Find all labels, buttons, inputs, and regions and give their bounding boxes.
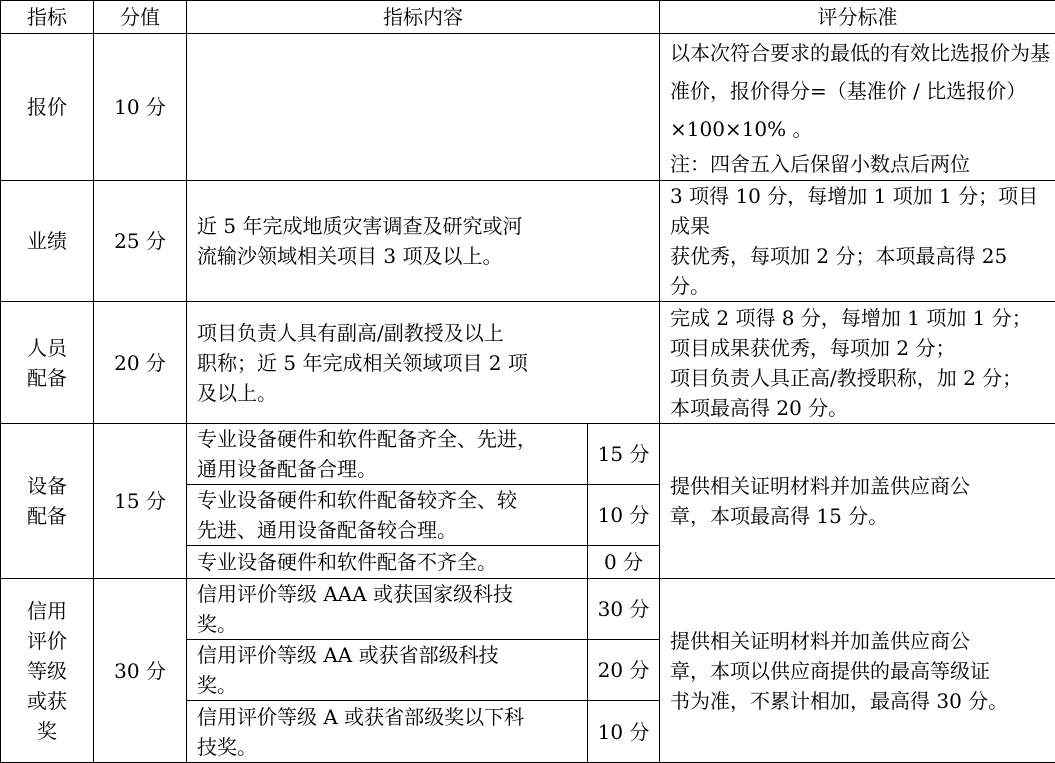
content-line: 通用设备配备合理。 xyxy=(197,454,583,484)
header-criteria: 评分标准 xyxy=(660,1,1055,34)
indicator-text: 报价 xyxy=(1,92,93,122)
content-line: 奖。 xyxy=(197,670,583,700)
criteria-line: 本项最高得 20 分。 xyxy=(670,393,1051,423)
content-line: 及以上。 xyxy=(197,378,655,408)
criteria-line: 以本次符合要求的最低的有效比选报价为基 xyxy=(670,34,1051,72)
content-line: 近 5 年完成地质灾害调查及研究或河 xyxy=(197,211,655,241)
header-row xyxy=(1,1,1055,34)
criteria-cell xyxy=(660,579,1055,763)
sub-points-cell: 0 分 xyxy=(588,546,660,579)
criteria-line: 章，本项最高得 15 分。 xyxy=(670,501,1051,531)
criteria-line: 提供相关证明材料并加盖供应商公 xyxy=(670,471,1051,501)
table-row xyxy=(1,34,1055,181)
indicator-text: 配备 xyxy=(1,363,93,393)
sub-content-cell xyxy=(187,640,588,701)
content-line: 技奖。 xyxy=(197,732,583,762)
sub-points-cell: 10 分 xyxy=(588,701,660,763)
header-indicator: 指标 xyxy=(1,1,94,34)
content-line: 先进、通用设备配备较合理。 xyxy=(197,515,583,545)
indicator-cell xyxy=(1,424,94,579)
indicator-cell xyxy=(1,34,94,181)
content-line: 专业设备硬件和软件配备不齐全。 xyxy=(197,547,583,577)
content-line: 职称；近 5 年完成相关领域项目 2 项 xyxy=(197,348,655,378)
content-cell xyxy=(187,302,660,424)
criteria-line: 项目成果获优秀，每项加 2 分； xyxy=(670,333,1051,363)
criteria-line: 章，本项以供应商提供的最高等级证 xyxy=(670,656,1051,686)
criteria-cell xyxy=(660,34,1055,181)
score-cell: 30 分 xyxy=(94,579,187,763)
sub-content-cell xyxy=(187,546,588,579)
indicator-text: 评价 xyxy=(1,626,93,656)
table-row xyxy=(1,579,1055,640)
criteria-line: 准价，报价得分=（基准价 / 比选报价） xyxy=(670,72,1051,110)
header-score: 分值 xyxy=(94,1,187,34)
indicator-cell xyxy=(1,579,94,763)
sub-points-cell: 15 分 xyxy=(588,424,660,485)
indicator-cell xyxy=(1,181,94,302)
score-cell: 10 分 xyxy=(94,34,187,181)
indicator-text: 配备 xyxy=(1,501,93,531)
sub-content-cell xyxy=(187,485,588,546)
sub-points-cell: 30 分 xyxy=(588,579,660,640)
content-line: 信用评价等级 A 或获省部级奖以下科 xyxy=(197,702,583,732)
indicator-text: 业绩 xyxy=(1,226,93,256)
content-line: 奖。 xyxy=(197,609,583,639)
criteria-cell xyxy=(660,302,1055,424)
criteria-line: 注：四舍五入后保留小数点后两位 xyxy=(670,148,1051,180)
indicator-text: 信用 xyxy=(1,596,93,626)
criteria-cell xyxy=(660,424,1055,579)
table-row xyxy=(1,424,1055,485)
sub-content-cell xyxy=(187,701,588,763)
criteria-line: 完成 2 项得 8 分，每增加 1 项加 1 分； xyxy=(670,303,1051,333)
criteria-line: 3 项得 10 分，每增加 1 项加 1 分；项目成果 xyxy=(670,181,1051,241)
indicator-text: 奖 xyxy=(1,716,93,746)
content-cell-empty xyxy=(187,34,660,181)
table-row xyxy=(1,181,1055,302)
header-content: 指标内容 xyxy=(187,1,660,34)
table-row xyxy=(1,302,1055,424)
content-line: 流输沙领域相关项目 3 项及以上。 xyxy=(197,241,655,271)
content-line: 专业设备硬件和软件配备较齐全、较 xyxy=(197,485,583,515)
indicator-text: 或获 xyxy=(1,686,93,716)
content-line: 信用评价等级 AAA 或获国家级科技 xyxy=(197,579,583,609)
score-cell: 20 分 xyxy=(94,302,187,424)
sub-content-cell xyxy=(187,424,588,485)
criteria-line: 获优秀，每项加 2 分；本项最高得 25 分。 xyxy=(670,241,1051,301)
criteria-line: 项目负责人具正高/教授职称，加 2 分； xyxy=(670,363,1051,393)
criteria-line: 提供相关证明材料并加盖供应商公 xyxy=(670,626,1051,656)
sub-content-cell xyxy=(187,579,588,640)
score-cell: 25 分 xyxy=(94,181,187,302)
content-line: 信用评价等级 AA 或获省部级科技 xyxy=(197,640,583,670)
indicator-text: 等级 xyxy=(1,656,93,686)
indicator-cell xyxy=(1,302,94,424)
indicator-text: 人员 xyxy=(1,333,93,363)
sub-points-cell: 10 分 xyxy=(588,485,660,546)
criteria-line: 书为准，不累计相加，最高得 30 分。 xyxy=(670,686,1051,716)
content-line: 专业设备硬件和软件配备齐全、先进， xyxy=(197,424,583,454)
content-line: 项目负责人具有副高/副教授及以上 xyxy=(197,318,655,348)
content-cell xyxy=(187,181,660,302)
score-cell: 15 分 xyxy=(94,424,187,579)
sub-points-cell: 20 分 xyxy=(588,640,660,701)
criteria-line: ×100×10% 。 xyxy=(670,110,1051,148)
criteria-cell xyxy=(660,181,1055,302)
indicator-text: 设备 xyxy=(1,471,93,501)
